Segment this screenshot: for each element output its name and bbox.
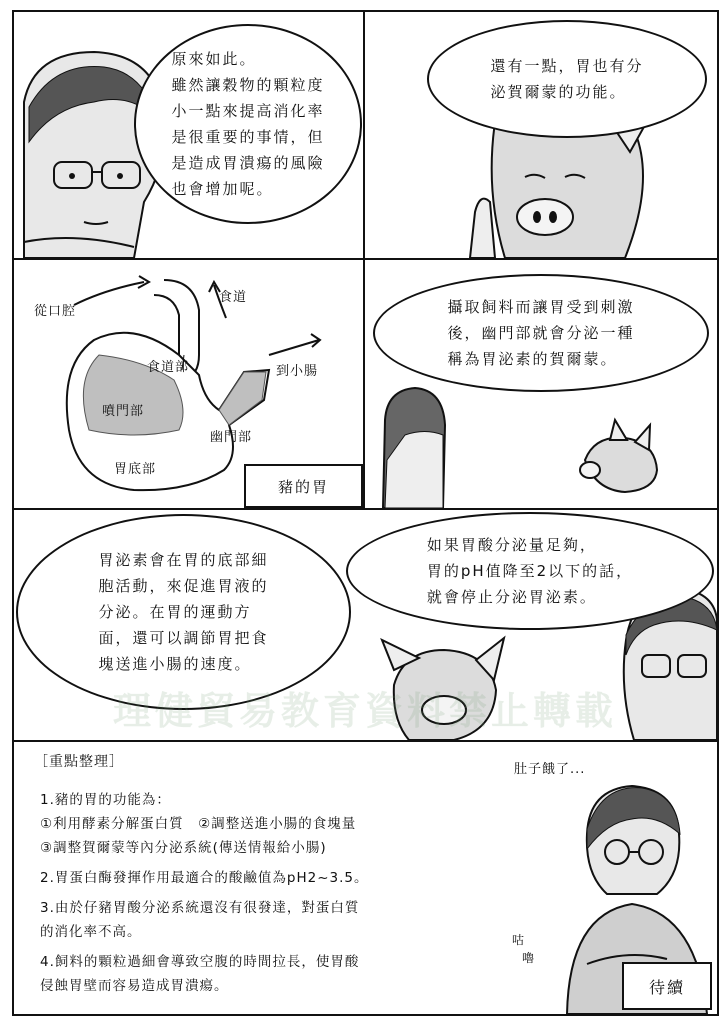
summary-item: 2.胃蛋白酶發揮作用最適合的酸鹼值為pH2~3.5。 — [40, 870, 369, 886]
label-mouth: 從口腔 — [34, 304, 77, 319]
summary-item: 4.飼料的顆粒過細會導致空腹的時間拉長，使胃酸 — [40, 954, 360, 970]
label-fundus-part: 胃底部 — [114, 462, 157, 477]
bubble-line: 是很重要的事情，但 — [171, 128, 325, 146]
bubble-line: 胃泌素會在胃的底部細 — [98, 551, 269, 569]
to-be-continued-label: 待續 — [622, 962, 712, 1010]
growl-sound-2: 嚕 — [522, 951, 536, 965]
bubble-line: 還有一點，胃也有分 — [490, 57, 644, 75]
label-to-small-intestine: 到小腸 — [276, 364, 319, 379]
speech-bubble — [373, 274, 709, 392]
watermark: 理健貿易教育資料禁止轉載 — [112, 689, 617, 733]
summary-item: 侵蝕胃壁而容易造成胃潰瘍。 — [40, 978, 229, 994]
speech-bubble — [134, 24, 362, 224]
panel-2 — [363, 10, 719, 260]
summary-item: 的消化率不高。 — [40, 924, 142, 940]
label-cardiac-part: 噴門部 — [102, 404, 145, 419]
bubble-line: 面，還可以調節胃把食 — [98, 629, 269, 647]
bubble-line: 胃的pH值降至2以下的話， — [426, 562, 634, 580]
bubble-line: 塊送進小腸的速度。 — [98, 655, 252, 673]
bubble-line: 分泌。在胃的運動方 — [98, 603, 252, 621]
bubble-line: 如果胃酸分泌量足夠， — [426, 536, 597, 554]
bubble-line: 就會停止分泌胃泌素。 — [426, 588, 597, 606]
bubble-line: 也會增加呢。 — [171, 180, 274, 198]
bubble-line: 原來如此。 — [171, 50, 257, 68]
summary-item: 3.由於仔豬胃酸分泌系統還沒有很發達，對蛋白質 — [40, 900, 360, 916]
diagram-caption: 豬的胃 — [244, 464, 363, 508]
bubble-line: 泌賀爾蒙的功能。 — [490, 83, 627, 101]
bubble-line: 是造成胃潰瘍的風險 — [171, 154, 325, 172]
panel-6-summary — [12, 740, 719, 1016]
label-esophageal-part: 食道部 — [147, 360, 190, 375]
panel-3-stomach-diagram — [12, 258, 365, 510]
bubble-line: 雖然讓穀物的顆粒度 — [171, 76, 325, 94]
hungry-caption: 肚子餓了... — [514, 762, 586, 777]
summary-title: ［重點整理］ — [34, 754, 124, 770]
bubble-line: 稱為胃泌素的賀爾蒙。 — [447, 350, 618, 368]
speech-bubble — [427, 20, 707, 138]
bubble-line: 攝取飼料而讓胃受到刺激 — [447, 298, 635, 316]
bubble-line: 後，幽門部就會分泌一種 — [447, 324, 635, 342]
label-esophagus: 食道 — [219, 290, 248, 305]
bubble-line: 小一點來提高消化率 — [171, 102, 325, 120]
speech-bubble-right — [346, 512, 714, 630]
label-pyloric-part: 幽門部 — [210, 430, 253, 445]
bubble-line: 胞活動，來促進胃液的 — [98, 577, 269, 595]
summary-item: ①利用酵素分解蛋白質 ②調整送進小腸的食塊量 — [40, 816, 357, 832]
panel-1 — [12, 10, 365, 260]
growl-sound-1: 咕 — [512, 933, 526, 947]
summary-item: ③調整賀爾蒙等內分泌系統(傳送情報給小腸) — [40, 840, 327, 856]
summary-item: 1.豬的胃的功能為： — [40, 792, 171, 808]
panel-4 — [363, 258, 719, 510]
